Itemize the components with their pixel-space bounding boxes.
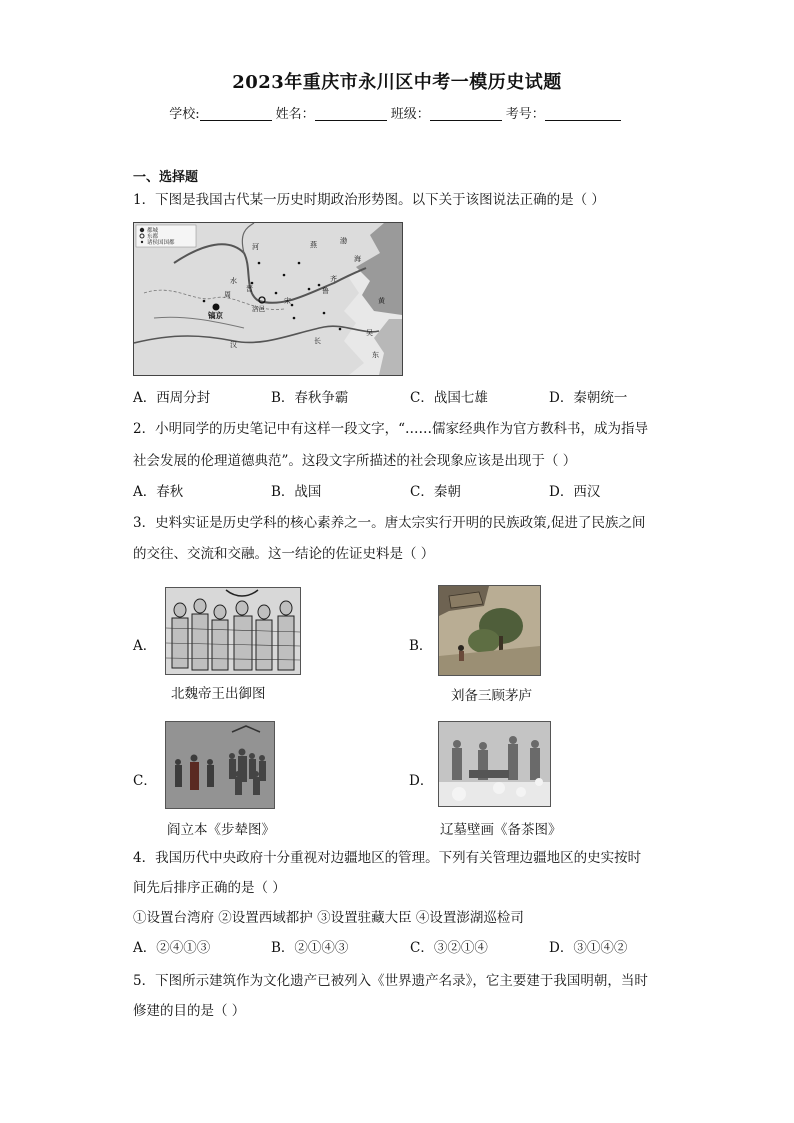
q4-option-a[interactable]: A．②④①③ (133, 940, 211, 956)
map-label: 吴 (366, 329, 373, 337)
q2-option-d[interactable]: D．西汉 (549, 484, 601, 500)
q1-stem: 1．下图是我国古代某一历史时期政治形势图。以下关于该图说法正确的是（ ） (133, 192, 605, 208)
q1-map-image (133, 222, 403, 376)
school-label: 学校: (169, 107, 200, 122)
q3-stem-line2: 的交往、交流和交融。这一结论的佐证史料是（ ） (133, 546, 435, 562)
q2-option-b[interactable]: B．战国 (271, 484, 322, 500)
q4-items: ①设置台湾府 ②设置西域都护 ③设置驻藏大臣 ④设置澎湖巡检司 (133, 910, 524, 926)
q3-option-c-caption: 阎立本《步辇图》 (167, 822, 275, 838)
q3-option-d-caption: 辽墓壁画《备茶图》 (440, 822, 562, 838)
q1-option-a[interactable]: A．西周分封 (133, 390, 211, 406)
school-blank[interactable] (200, 106, 272, 121)
section-title: 一、选择题 (133, 170, 199, 185)
number-blank[interactable] (545, 106, 621, 121)
q3-option-c-letter[interactable]: C． (133, 773, 157, 789)
map-label: 宋 (284, 297, 291, 305)
map-label: 鲁 (322, 287, 329, 295)
q5-stem-line2: 修建的目的是（ ） (133, 1003, 246, 1019)
map-label: 晋 (246, 285, 253, 293)
q3-option-b-letter[interactable]: B． (409, 638, 433, 654)
class-blank[interactable] (430, 106, 502, 121)
q3-option-a-letter[interactable]: A． (133, 638, 157, 654)
q4-stem-line1: 4．我国历代中央政府十分重视对边疆地区的管理。下列有关管理边疆地区的史实按时 (133, 850, 642, 866)
legend-item: 诸侯国国都 (147, 240, 175, 246)
q1-option-b[interactable]: B．春秋争霸 (271, 390, 349, 406)
q3-option-b-image[interactable] (438, 585, 541, 676)
q3-option-d-letter[interactable]: D． (409, 773, 434, 789)
student-info-line (0, 103, 794, 122)
map-label: 燕 (310, 241, 317, 249)
q2-stem-line2: 社会发展的伦理道德典范”。这段文字所描述的社会现象应该是出现于（ ） (133, 453, 577, 469)
map-label: 东 (372, 351, 379, 359)
map-label: 渤 (340, 237, 347, 245)
q3-option-a-image[interactable] (165, 587, 301, 675)
number-label: 考号： (505, 107, 545, 122)
legend-item: 东都 (147, 234, 159, 240)
q3-stem-line1: 3．史料实证是历史学科的核心素养之一。唐太宗实行开明的民族政策,促进了民族之间 (133, 515, 646, 531)
q3-option-c-image[interactable] (165, 721, 275, 809)
map-label: 河 (252, 243, 259, 251)
q1-option-c[interactable]: C．战国七雄 (410, 390, 488, 406)
capital-marker (213, 304, 220, 311)
map-label: 齐 (330, 275, 337, 283)
map-label: 长 (314, 337, 321, 345)
legend-item: 都城 (147, 228, 159, 234)
name-blank[interactable] (315, 106, 387, 121)
q2-stem-line1: 2．小明同学的历史笔记中有这样一段文字，“……儒家经典作为官方教科书，成为指导 (133, 421, 648, 437)
exam-title: 2023年重庆市永川区中考一模历史试题 (232, 72, 562, 93)
map-label: 汉 (230, 341, 237, 349)
q4-option-c[interactable]: C．③②①④ (410, 940, 488, 956)
map-label: 洛邑 (252, 305, 265, 313)
map-label: 黄 (378, 297, 385, 305)
q4-option-d[interactable]: D．③①④② (549, 940, 628, 956)
map-label: 镐京 (208, 311, 223, 320)
q3-option-b-caption: 刘备三顾茅庐 (451, 688, 532, 704)
q2-option-a[interactable]: A．春秋 (133, 484, 184, 500)
legend-capital-icon (140, 228, 144, 232)
name-label: 姓名： (275, 107, 315, 122)
q1-option-d[interactable]: D．秦朝统一 (549, 390, 628, 406)
map-label: 周 (224, 291, 231, 299)
q2-option-c[interactable]: C．秦朝 (410, 484, 461, 500)
map-label: 海 (354, 255, 361, 263)
legend-vassal-capital-icon (141, 241, 143, 243)
q3-option-d-image[interactable] (438, 721, 551, 807)
q4-option-b[interactable]: B．②①④③ (271, 940, 349, 956)
q5-stem-line1: 5．下图所示建筑作为文化遗产已被列入《世界遗产名录》，它主要建于我国明朝，当时 (133, 973, 648, 989)
q4-stem-line2: 间先后排序正确的是（ ） (133, 880, 286, 896)
class-label: 班级： (390, 107, 430, 122)
map-label: 水 (230, 277, 237, 285)
q3-option-a-caption: 北魏帝王出御图 (171, 686, 266, 702)
